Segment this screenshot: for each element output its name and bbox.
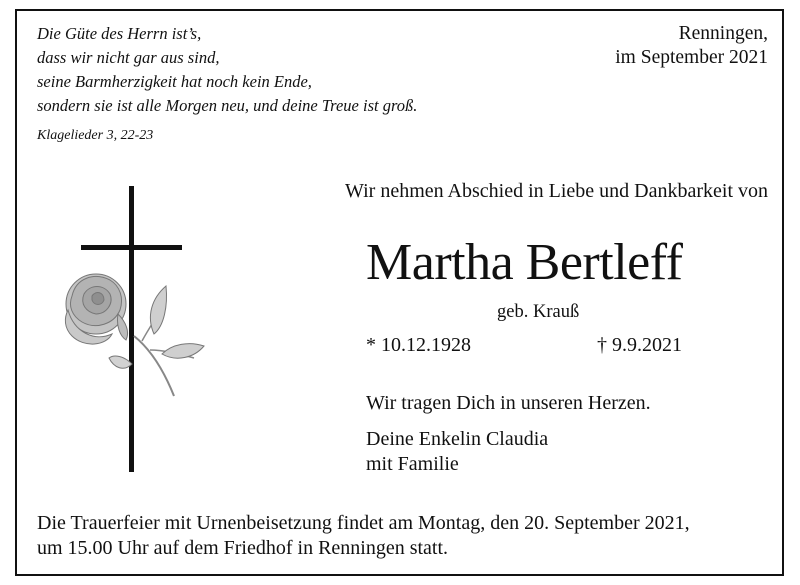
- birth-date: * 10.12.1928: [366, 334, 471, 356]
- verse-line-2: dass wir nicht gar aus sind,: [37, 48, 220, 67]
- cross-with-rose: [54, 186, 214, 472]
- verse-line-3: seine Barmherzigkeit hat noch kein Ende,: [37, 72, 312, 91]
- closing-line: Wir tragen Dich in unseren Herzen.: [366, 392, 651, 414]
- mourners: [366, 427, 548, 477]
- place-date: [615, 22, 768, 70]
- rose-icon: [65, 274, 204, 396]
- death-date: † 9.9.2021: [597, 334, 682, 356]
- service-line-1: Die Trauerfeier mit Urnenbeisetzung findet am Montag, den 20. September 2021,: [37, 512, 690, 534]
- verse-line-4: sondern sie ist alle Morgen neu, und deine Treue ist groß.: [37, 96, 418, 115]
- farewell-intro: Wir nehmen Abschied in Liebe und Dankbarkeit von: [345, 180, 768, 202]
- deceased-name: Martha Bertleff: [366, 234, 683, 291]
- place-line: Renningen,: [678, 23, 768, 44]
- service-announcement: [37, 511, 690, 561]
- maiden-name: geb. Krauß: [497, 302, 580, 322]
- verse-reference: Klagelieder 3, 22-23: [37, 128, 154, 143]
- mourner-line-2: mit Familie: [366, 453, 459, 475]
- verse-line-1: Die Güte des Herrn ist’s,: [37, 24, 202, 43]
- bible-verse: [37, 22, 417, 118]
- mourner-line-1: Deine Enkelin Claudia: [366, 428, 549, 450]
- service-line-2: um 15.00 Uhr auf dem Friedhof in Renningen statt.: [37, 537, 449, 559]
- date-line: im September 2021: [615, 47, 768, 68]
